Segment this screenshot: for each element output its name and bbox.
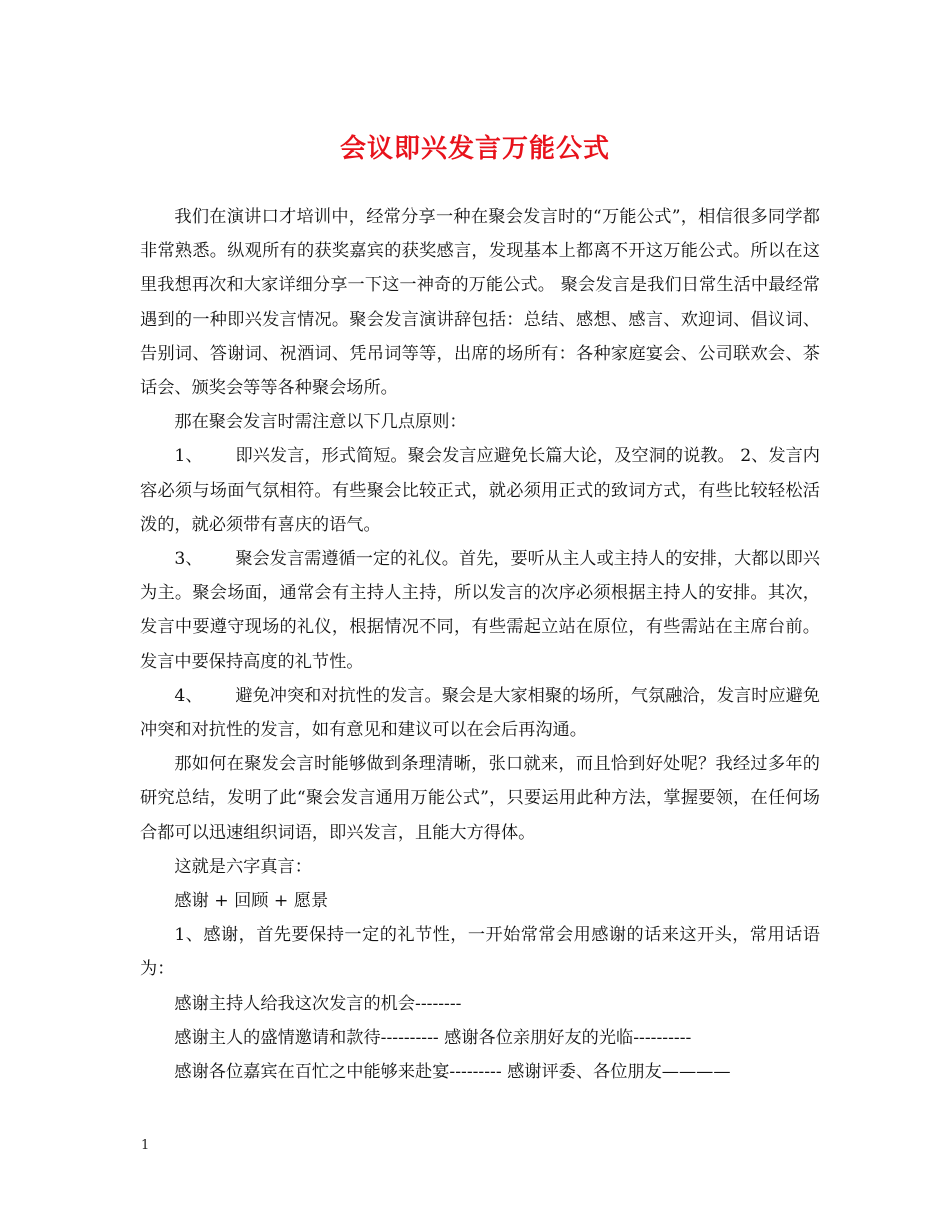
paragraph-thanks-example-1: 感谢主持人给我这次发言的机会-------- [174,993,462,1014]
paragraph-principle-4: 4、 避免冲突和对抗性的发言。聚会是大家相聚的场所，气氛融洽，发言时应避免冲突和对抗性的发言，如有意见和建议可以在会后再沟通。 [140,685,820,741]
paragraph-principle-3: 3、 聚会发言需遵循一定的礼仪。首先，要听从主人或主持人的安排，大都以即兴为主。聚会场面，通常会有主持人主持，所以发言的次序必须根据主持人的安排。其次，发言中要遵守现场的礼仪，根据情况不同，有些需起立站在原位，有些需站在主席台前。发言中要保持高度的礼节性。 [140,549,820,672]
paragraph-intro: 我们在演讲口才培训中，经常分享一种在聚会发言时的“万能公式”，相信很多同学都非常熟悉。纵观所有的获奖嘉宾的获奖感言，发现基本上都离不开这万能公式。所以在这里我想再次和大家详细分享一下这一神奇的万能公式。 聚会发言是我们日常生活中最经常遇到的一种即兴发言情况。聚会发言演讲辞包括：总结、感想、感言、欢迎词、倡议词、告别词、答谢词、祝酒词、凭吊词等等，出席的场所有：各种家庭宴会、公司联欢会、茶话会、颁奖会等等各种聚会场所。 [140,207,820,399]
document-body [140,200,820,1089]
paragraph-thanks-example-3: 感谢各位嘉宾在百忙之中能够来赴宴--------- 感谢评委、各位朋友———— [174,1062,731,1083]
document-title: 会议即兴发言万能公式 [339,134,610,164]
paragraph-thanks-intro: 1、感谢，首先要保持一定的礼节性，一开始常常会用感谢的话来这开头，常用话语为： [140,925,820,980]
paragraph-thanks-example-2: 感谢主人的盛情邀请和款待---------- 感谢各位亲朋好友的光临---------- [174,1027,692,1048]
page-number: 1 [141,1138,150,1153]
paragraph-how-to: 那如何在聚发会言时能够做到条理清晰，张口就来，而且恰到好处呢？我经过多年的研究总结，发明了此“聚会发言通用万能公式”，只要运用此种方法，掌握要领，在任何场合都可以迅速组织词语，即兴发言，且能大方得体。 [140,754,820,843]
paragraph-formula: 感谢 + 回顾 + 愿景 [174,891,329,912]
paragraph-six-words-heading: 这就是六字真言： [174,856,312,877]
paragraph-principle-1-2: 1、 即兴发言，形式简短。聚会发言应避免长篇大论，及空洞的说教。 2、发言内容必须与场面气氛相符。有些聚会比较正式，就必须用正式的致词方式，有些比较轻松活泼的，就必须带有喜庆的语气。 [140,446,820,535]
paragraph-principles-heading: 那在聚会发言时需注意以下几点原则： [174,412,467,433]
